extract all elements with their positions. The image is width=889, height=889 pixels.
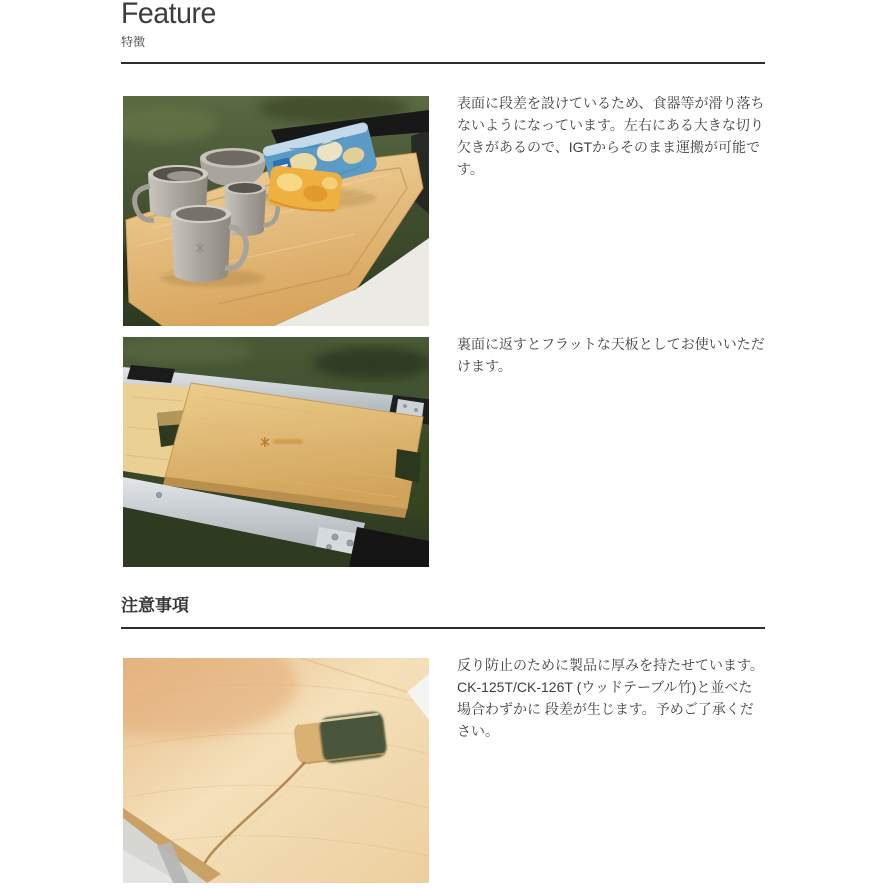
table-reversed-illustration — [123, 337, 429, 567]
feature-section-divider — [121, 62, 765, 64]
table-surface-illustration — [123, 96, 429, 326]
product-photo-table-reversed — [123, 337, 429, 567]
product-photo-thickness-closeup — [123, 658, 429, 883]
handle-notch-right — [395, 449, 421, 483]
feature-text-surface: 表面に段差を設けているため、食器等が滑り落ちないようになっています。左右にある大きな切り欠きがあるので、IGTからそのまま運搬が可能です。 — [457, 95, 765, 177]
product-photo-table-surface — [123, 96, 429, 326]
caution-text: 反り防止のために製品に厚みを持たせています。CK-125T/CK-126T (ウッドテーブル竹)と並べた場合わずかに 段差が生じます。予めご了承ください。 — [457, 657, 764, 739]
caution-heading: 注意事項 — [121, 596, 189, 615]
feature-text-reversed: 裏面に返すとフラットな天板としてお使いいただけます。 — [457, 336, 765, 374]
page-title: Feature — [121, 0, 216, 30]
page-subtitle: 特徴 — [121, 35, 146, 49]
thickness-closeup-illustration — [123, 658, 429, 883]
caution-section-divider — [121, 627, 765, 629]
